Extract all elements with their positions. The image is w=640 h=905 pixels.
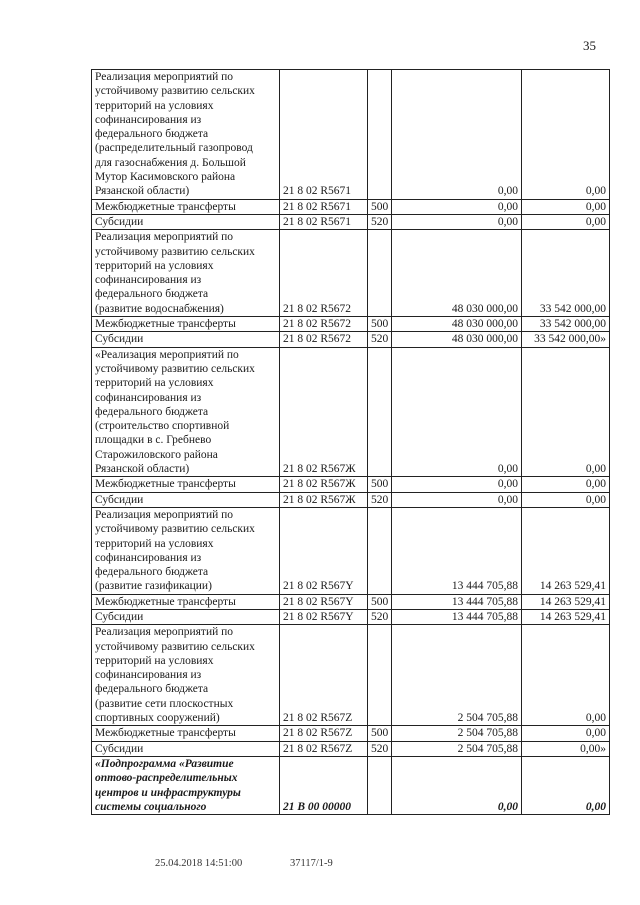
row-name-cell: «Подпрограмма «Развитие оптово-распределительных центров и инфраструктуры системы социального [92, 756, 280, 814]
row-value-2018-cell: 2 504 705,88 [392, 741, 522, 756]
table-row [92, 317, 610, 332]
row-type-cell [368, 70, 392, 200]
row-value-2019-cell: 14 263 529,41 [522, 609, 610, 624]
row-value-2018-cell: 13 444 705,88 [392, 594, 522, 609]
row-code-cell: 21 8 02 R5671 [280, 199, 368, 214]
table-row [92, 347, 610, 477]
table-row [92, 609, 610, 624]
row-type-cell: 500 [368, 726, 392, 741]
row-type-cell [368, 347, 392, 477]
row-name-cell: «Реализация мероприятий по устойчивому развитию сельских территорий на условиях софинансирования из федерального бюджета (строительство спортивной площадки в с. Гребнево Старожиловского района Рязанской области) [92, 347, 280, 477]
row-name-cell: Реализация мероприятий по устойчивому развитию сельских территорий на условиях софинансирования из федерального бюджета (распределительный газопровод для газоснабжения д. Большой Мутор Касимовского района Рязанской области) [92, 70, 280, 200]
row-code-cell: 21 8 02 R567Z [280, 726, 368, 741]
row-value-2019-cell: 0,00» [522, 741, 610, 756]
row-value-2019-cell: 0,00 [522, 70, 610, 200]
row-name-cell: Реализация мероприятий по устойчивому развитию сельских территорий на условиях софинансирования из федерального бюджета (развитие газификации) [92, 507, 280, 594]
row-value-2019-cell: 0,00 [522, 726, 610, 741]
row-value-2018-cell: 0,00 [392, 756, 522, 814]
footer-doc-id: 37117/1-9 [290, 858, 333, 869]
row-code-cell: 21 8 02 R567Ж [280, 347, 368, 477]
table-row [92, 726, 610, 741]
row-name-cell: Субсидии [92, 492, 280, 507]
row-name-cell: Реализация мероприятий по устойчивому развитию сельских территорий на условиях софинансирования из федерального бюджета (развитие сети плоскостных спортивных сооружений) [92, 625, 280, 726]
table-row [92, 70, 610, 200]
row-code-cell: 21 8 02 R5672 [280, 317, 368, 332]
row-type-cell: 500 [368, 199, 392, 214]
table-row [92, 756, 610, 814]
row-type-cell: 520 [368, 332, 392, 347]
row-code-cell: 21 8 02 R5671 [280, 214, 368, 229]
row-code-cell: 21 8 02 R5671 [280, 70, 368, 200]
row-type-cell: 520 [368, 492, 392, 507]
row-type-cell [368, 756, 392, 814]
budget-table [91, 69, 610, 815]
row-code-cell: 21 В 00 00000 [280, 756, 368, 814]
row-value-2018-cell: 48 030 000,00 [392, 230, 522, 317]
row-type-cell: 500 [368, 594, 392, 609]
row-value-2018-cell: 0,00 [392, 70, 522, 200]
row-name-cell: Субсидии [92, 332, 280, 347]
row-code-cell: 21 8 02 R567Z [280, 625, 368, 726]
row-name-cell: Субсидии [92, 741, 280, 756]
row-type-cell [368, 625, 392, 726]
row-value-2019-cell: 14 263 529,41 [522, 507, 610, 594]
row-name-cell: Субсидии [92, 214, 280, 229]
row-value-2019-cell: 0,00 [522, 477, 610, 492]
row-value-2018-cell: 48 030 000,00 [392, 317, 522, 332]
row-value-2018-cell: 0,00 [392, 492, 522, 507]
row-type-cell: 520 [368, 609, 392, 624]
row-name-cell: Межбюджетные трансферты [92, 317, 280, 332]
table-row [92, 332, 610, 347]
table-row [92, 199, 610, 214]
row-value-2019-cell: 0,00 [522, 199, 610, 214]
row-code-cell: 21 8 02 R567Ж [280, 492, 368, 507]
row-value-2018-cell: 0,00 [392, 347, 522, 477]
row-code-cell: 21 8 02 R5672 [280, 230, 368, 317]
row-value-2018-cell: 13 444 705,88 [392, 507, 522, 594]
row-code-cell: 21 8 02 R567Y [280, 594, 368, 609]
row-value-2019-cell: 33 542 000,00 [522, 317, 610, 332]
row-value-2019-cell: 33 542 000,00» [522, 332, 610, 347]
row-value-2018-cell: 2 504 705,88 [392, 726, 522, 741]
table-row [92, 594, 610, 609]
row-value-2019-cell: 14 263 529,41 [522, 594, 610, 609]
table-row [92, 741, 610, 756]
row-name-cell: Межбюджетные трансферты [92, 726, 280, 741]
row-value-2019-cell: 0,00 [522, 347, 610, 477]
row-value-2019-cell: 0,00 [522, 625, 610, 726]
row-value-2018-cell: 2 504 705,88 [392, 625, 522, 726]
row-value-2019-cell: 0,00 [522, 492, 610, 507]
table-row [92, 625, 610, 726]
row-name-cell: Реализация мероприятий по устойчивому развитию сельских территорий на условиях софинансирования из федерального бюджета (развитие водоснабжения) [92, 230, 280, 317]
table-row [92, 214, 610, 229]
row-value-2018-cell: 0,00 [392, 214, 522, 229]
row-type-cell: 500 [368, 317, 392, 332]
table-row [92, 492, 610, 507]
row-code-cell: 21 8 02 R567Ж [280, 477, 368, 492]
row-type-cell: 500 [368, 477, 392, 492]
row-name-cell: Межбюджетные трансферты [92, 477, 280, 492]
row-value-2018-cell: 13 444 705,88 [392, 609, 522, 624]
row-type-cell: 520 [368, 741, 392, 756]
row-value-2019-cell: 33 542 000,00 [522, 230, 610, 317]
row-type-cell [368, 230, 392, 317]
table-row [92, 230, 610, 317]
row-value-2018-cell: 0,00 [392, 199, 522, 214]
row-code-cell: 21 8 02 R567Y [280, 609, 368, 624]
row-code-cell: 21 8 02 R5672 [280, 332, 368, 347]
row-type-cell [368, 507, 392, 594]
table-row [92, 477, 610, 492]
page-number: 35 [583, 38, 596, 53]
footer-datetime: 25.04.2018 14:51:00 [155, 858, 243, 869]
row-code-cell: 21 8 02 R567Z [280, 741, 368, 756]
row-value-2019-cell: 0,00 [522, 756, 610, 814]
row-name-cell: Субсидии [92, 609, 280, 624]
row-name-cell: Межбюджетные трансферты [92, 594, 280, 609]
row-value-2018-cell: 0,00 [392, 477, 522, 492]
row-name-cell: Межбюджетные трансферты [92, 199, 280, 214]
row-code-cell: 21 8 02 R567Y [280, 507, 368, 594]
row-value-2018-cell: 48 030 000,00 [392, 332, 522, 347]
row-type-cell: 520 [368, 214, 392, 229]
table-row [92, 507, 610, 594]
row-value-2019-cell: 0,00 [522, 214, 610, 229]
